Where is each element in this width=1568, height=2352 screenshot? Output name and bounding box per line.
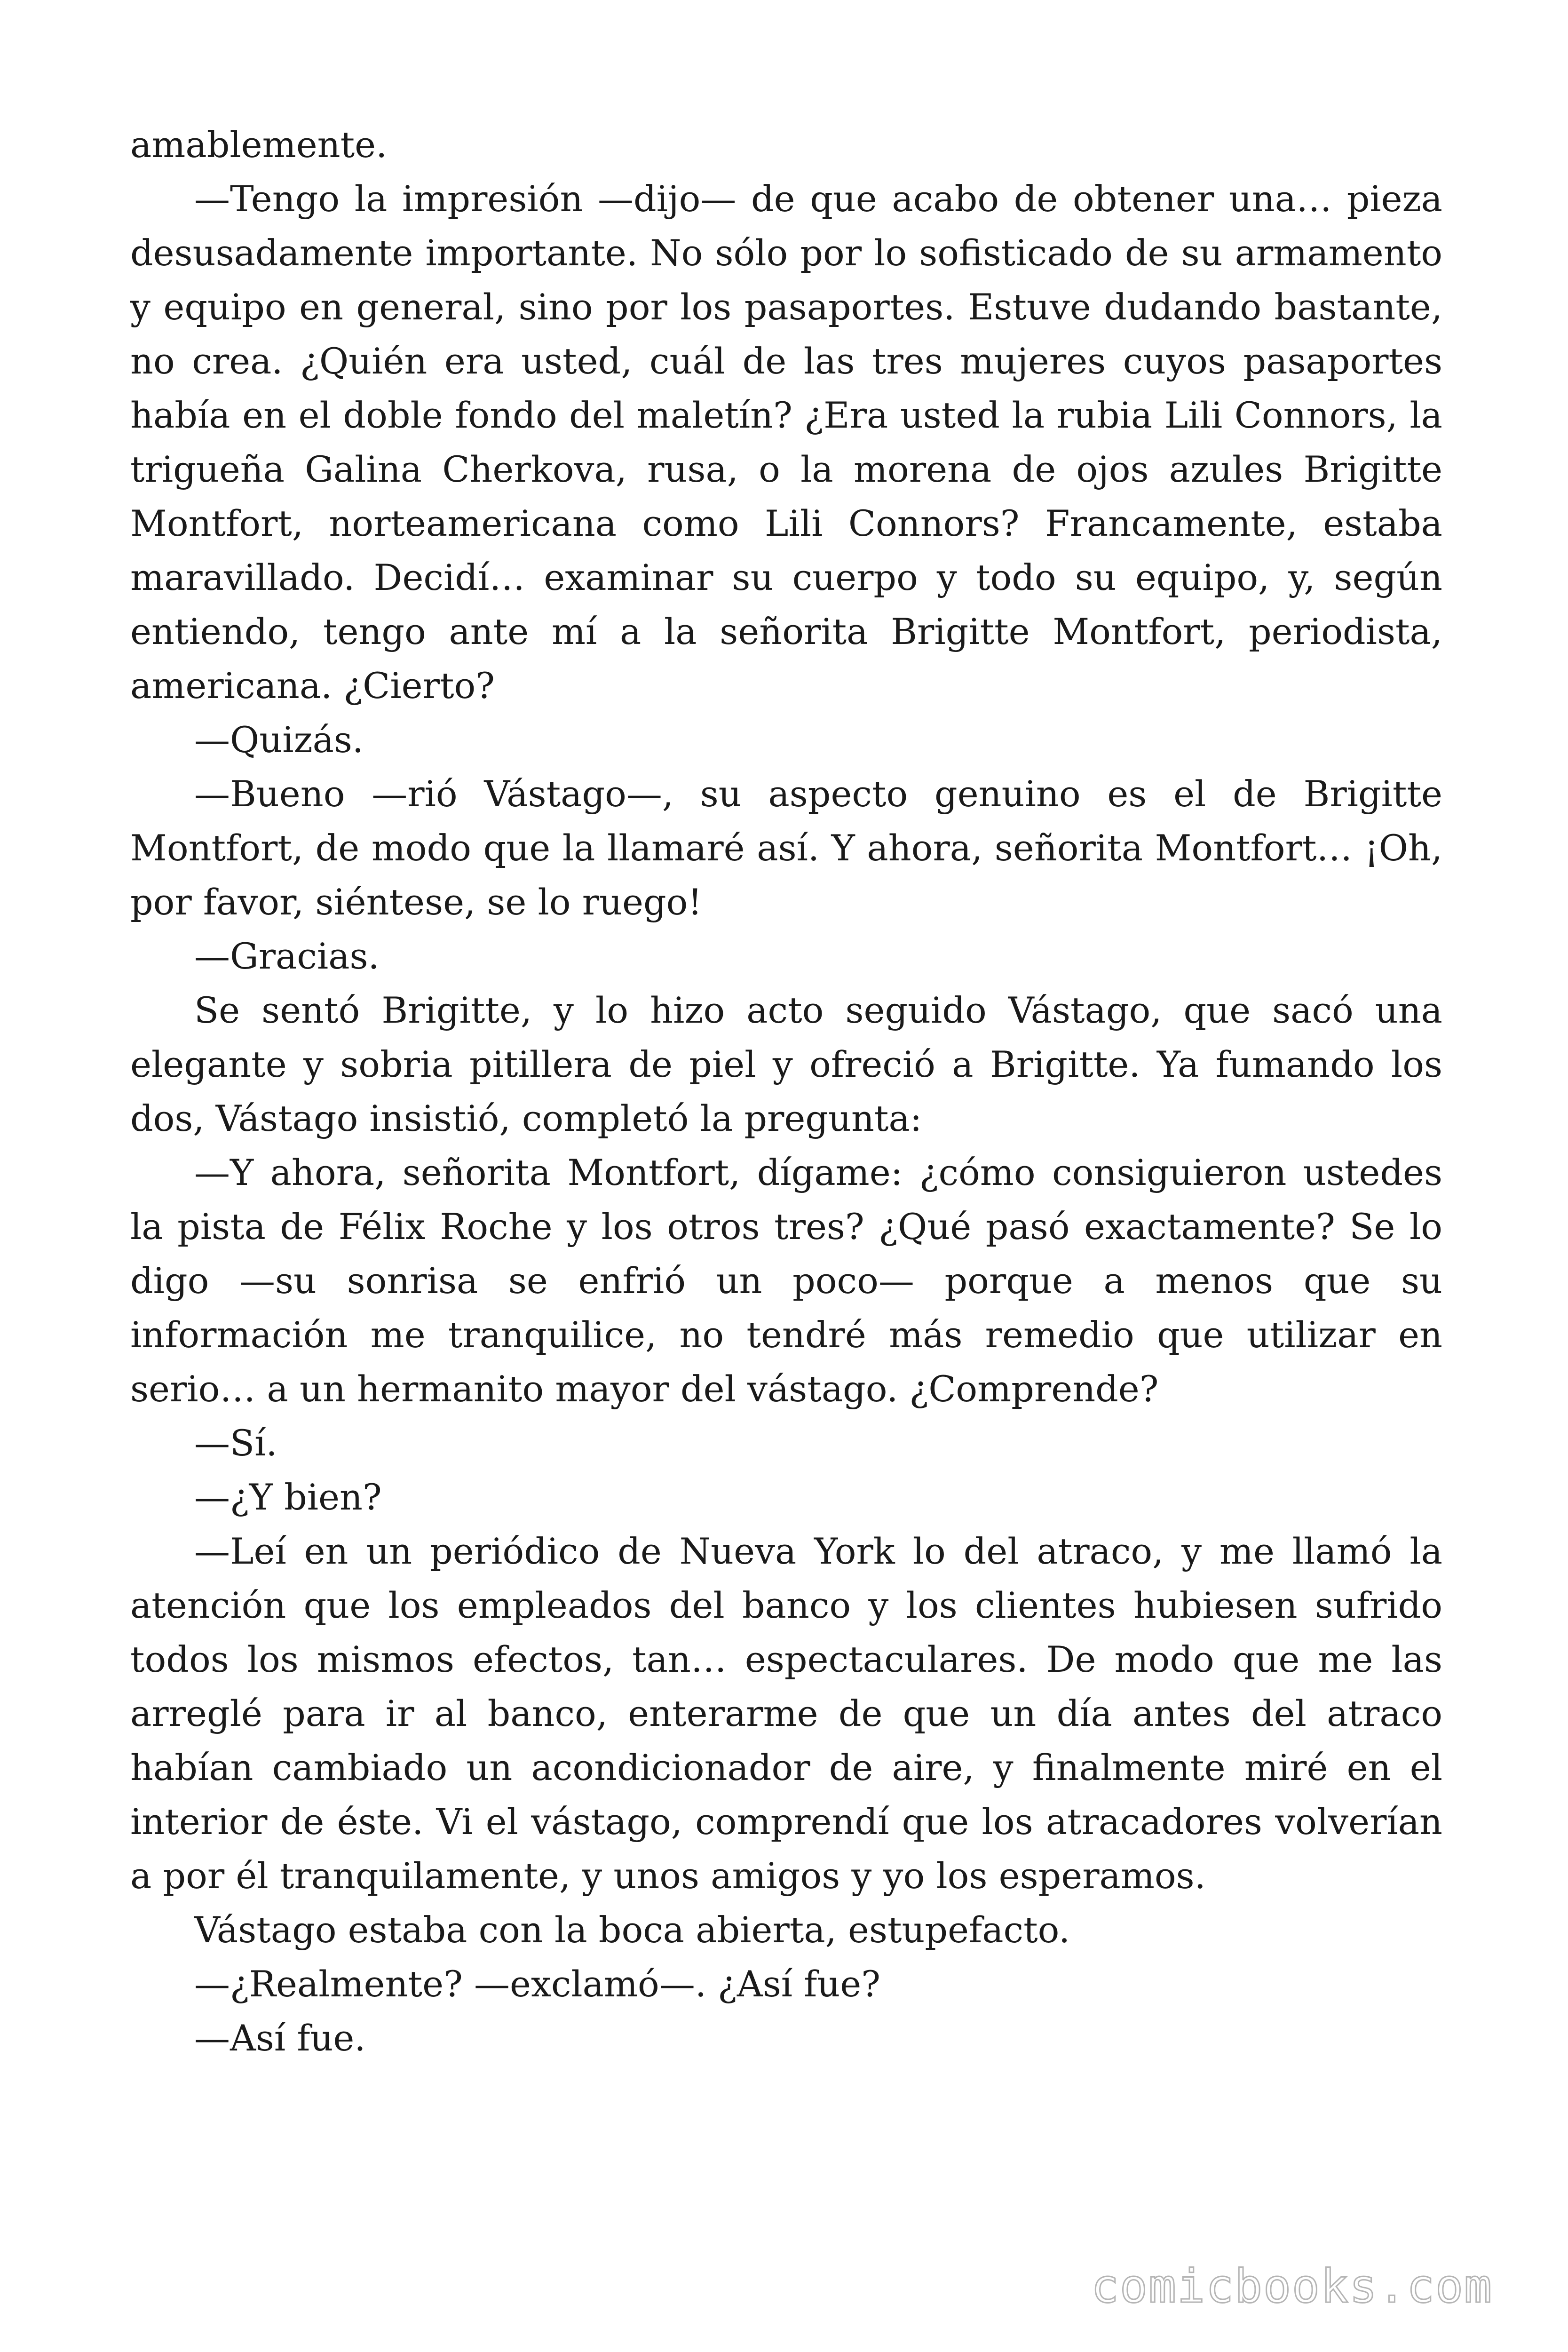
- paragraph-12: —¿Realmente? —exclamó—. ¿Así fue?: [194, 1963, 881, 2005]
- paragraph-6: Se sentó Brigitte, y lo hizo acto seguido Vástago, que sacó una elegante y sobria pitillera de piel y ofreció a Brigitte. Ya fumando los dos, Vástago insistió, completó la pregunta:: [130, 989, 1442, 1139]
- paragraph-3: —Quizás.: [194, 719, 364, 761]
- paragraph-7: —Y ahora, señorita Montfort, dígame: ¿cómo consiguieron ustedes la pista de Félix Roche y los otros tres? ¿Qué pasó exactamente? Se lo digo —su sonrisa se enfrió un poco— porque a menos que su información me tranquilice, no tendré más remedio que utilizar en serio… a un hermanito mayor del vástago. ¿Comprende?: [130, 1152, 1442, 1410]
- paragraph-10: —Leí en un periódico de Nueva York lo del atraco, y me llamó la atención que los empleados del banco y los clientes hubiesen sufrido todos los mismos efectos, tan… espectaculares. De modo que me las arreglé para ir al banco, enterarme de que un día antes del atraco habían cambiado un acondicionador de aire, y finalmente miré en el interior de éste. Vi el vástago, comprendí que los atracadores volverían a por él tranquilamente, y unos amigos y yo los esperamos.: [130, 1530, 1442, 1897]
- paragraph-4: —Bueno —rió Vástago—, su aspecto genuino es el de Brigitte Montfort, de modo que la llamaré así. Y ahora, señorita Montfort… ¡Oh, por favor, siéntese, se lo ruego!: [130, 773, 1442, 923]
- paragraph-13: —Así fue.: [194, 2017, 366, 2059]
- paragraph-1: amablemente.: [130, 124, 388, 166]
- page-text: [130, 118, 1442, 2065]
- watermark: comicbooks.com: [1091, 2260, 1493, 2313]
- paragraph-11: Vástago estaba con la boca abierta, estupefacto.: [194, 1909, 1070, 1951]
- paragraph-9: —¿Y bien?: [194, 1476, 382, 1518]
- paragraph-8: —Sí.: [194, 1422, 277, 1464]
- paragraph-5: —Gracias.: [194, 935, 380, 977]
- paragraph-2: —Tengo la impresión —dijo— de que acabo de obtener una… pieza desusadamente importante. No sólo por lo sofisticado de su armamento y equipo en general, sino por los pasaportes. Estuve dudando bastante, no crea. ¿Quién era usted, cuál de las tres mujeres cuyos pasaportes había en el doble fondo del maletín? ¿Era usted la rubia Lili Connors, la trigueña Galina Cherkova, rusa, o la morena de ojos azules Brigitte Montfort, norteamericana como Lili Connors? Francamente, estaba maravillado. Decidí… examinar su cuerpo y todo su equipo, y, según entiendo, tengo ante mí a la señorita Brigitte Montfort, periodista, americana. ¿Cierto?: [130, 178, 1442, 707]
